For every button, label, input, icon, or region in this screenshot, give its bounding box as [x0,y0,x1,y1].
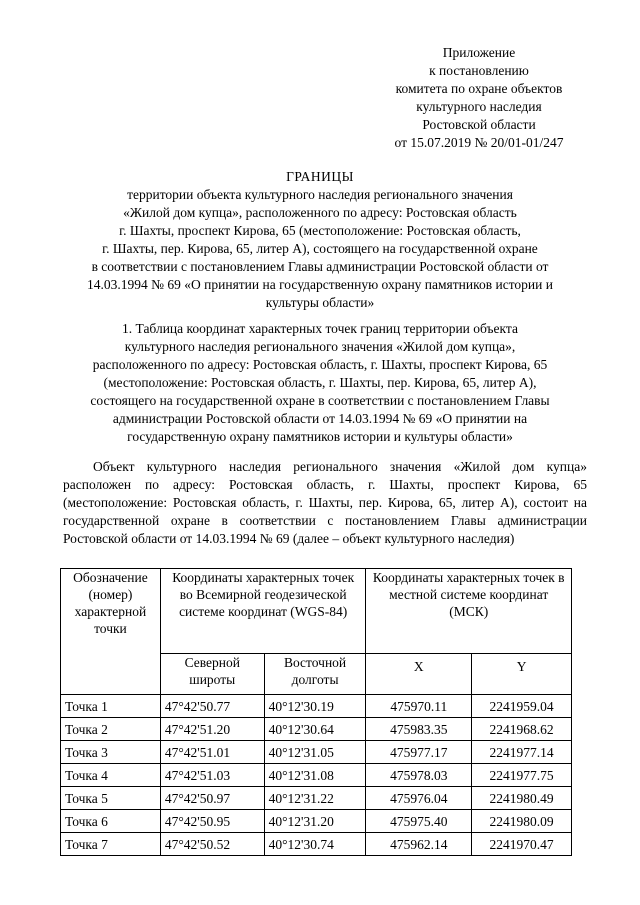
table-header-row [61,569,572,654]
description-paragraph: Объект культурного наследия регионального значения «Жилой дом купца» расположен по адресу: Ростовская область, г. Шахты, проспект Кирова, 65 (местоположение: Ростовская область, г. Шахты, пер. Кирова, 65, литер А), состоит на государственной охране в соответствии с постановлением Главы администрации Ростовской области от 14.03.1994 № 69 (далее – объект культурного наследия) [63,459,587,546]
section-heading [60,320,580,446]
cell-east: 40°12'30.64 [264,718,366,741]
title-line: в соответствии с постановлением Главы администрации Ростовской области от [91,259,549,274]
cell-y: 2241970.47 [472,833,572,856]
title-line: «Жилой дом купца», расположенного по адресу: Ростовская область [123,205,517,220]
cell-x: 475976.04 [366,787,472,810]
cell-y: 2241977.75 [472,764,572,787]
header-wgs: Координаты характерных точек во Всемирной геодезической системе координат (WGS-84) [160,569,366,654]
section-line: администрации Ростовской области от 14.03.1994 № 69 «О принятии на [112,411,528,426]
header-north: Северной широты [160,654,264,695]
appendix-line: Ростовской области [422,117,536,132]
cell-east: 40°12'30.19 [264,695,366,718]
title-heading: ГРАНИЦЫ [286,169,354,184]
coordinates-table [60,568,572,856]
section-line: состоящего на государственной охране в соответствии с постановлением Главы [90,393,550,408]
header-designation: Обозначение (номер) характерной точки [61,569,161,695]
document-title [60,168,580,312]
cell-point: Точка 6 [61,810,161,833]
cell-point: Точка 2 [61,718,161,741]
header-msk: Координаты характерных точек в местной системе координат (МСК) [366,569,572,654]
cell-x: 475970.11 [366,695,472,718]
table-row [61,718,572,741]
cell-x: 475978.03 [366,764,472,787]
cell-north: 47°42'51.20 [160,718,264,741]
appendix-block [370,44,588,152]
cell-east: 40°12'31.22 [264,787,366,810]
cell-y: 2241968.62 [472,718,572,741]
table-row [61,833,572,856]
title-line: 14.03.1994 № 69 «О принятии на государственную охрану памятников истории и [87,277,553,292]
cell-north: 47°42'51.03 [160,764,264,787]
section-line: (местоположение: Ростовская область, г. Шахты, пер. Кирова, 65, литер А), [103,375,537,390]
cell-north: 47°42'50.97 [160,787,264,810]
section-line: расположенного по адресу: Ростовская область, г. Шахты, проспект Кирова, 65 [92,357,548,372]
cell-x: 475962.14 [366,833,472,856]
cell-point: Точка 1 [61,695,161,718]
section-line: 1. Таблица координат характерных точек границ территории объекта [122,321,518,336]
cell-y: 2241980.09 [472,810,572,833]
title-line: культуры области» [265,295,375,310]
title-line: г. Шахты, пер. Кирова, 65, литер А), состоящего на государственной охране [102,241,538,256]
cell-east: 40°12'31.05 [264,741,366,764]
cell-east: 40°12'31.08 [264,764,366,787]
cell-north: 47°42'50.52 [160,833,264,856]
cell-x: 475975.40 [366,810,472,833]
cell-y: 2241959.04 [472,695,572,718]
table-row [61,695,572,718]
table-row [61,787,572,810]
table-row [61,764,572,787]
table-row [61,741,572,764]
cell-east: 40°12'31.20 [264,810,366,833]
header-y: Y [472,654,572,695]
header-x: X [366,654,472,695]
cell-point: Точка 4 [61,764,161,787]
cell-north: 47°42'51.01 [160,741,264,764]
appendix-line: комитета по охране объектов [395,81,563,96]
cell-point: Точка 3 [61,741,161,764]
cell-x: 475983.35 [366,718,472,741]
table-row [61,810,572,833]
header-east: Восточной долготы [264,654,366,695]
appendix-line: культурного наследия [416,99,542,114]
cell-point: Точка 7 [61,833,161,856]
section-line: государственную охрану памятников истории и культуры области» [127,429,513,444]
title-line: г. Шахты, проспект Кирова, 65 (местоположение: Ростовская область, [119,223,521,238]
cell-point: Точка 5 [61,787,161,810]
title-line: территории объекта культурного наследия регионального значения [127,187,513,202]
section-line: культурного наследия регионального значения «Жилой дом купца», [124,339,516,354]
appendix-line: Приложение [442,45,516,60]
cell-north: 47°42'50.95 [160,810,264,833]
cell-y: 2241980.49 [472,787,572,810]
cell-x: 475977.17 [366,741,472,764]
cell-y: 2241977.14 [472,741,572,764]
appendix-line: от 15.07.2019 № 20/01-01/247 [394,135,564,150]
appendix-line: к постановлению [429,63,529,78]
cell-east: 40°12'30.74 [264,833,366,856]
cell-north: 47°42'50.77 [160,695,264,718]
